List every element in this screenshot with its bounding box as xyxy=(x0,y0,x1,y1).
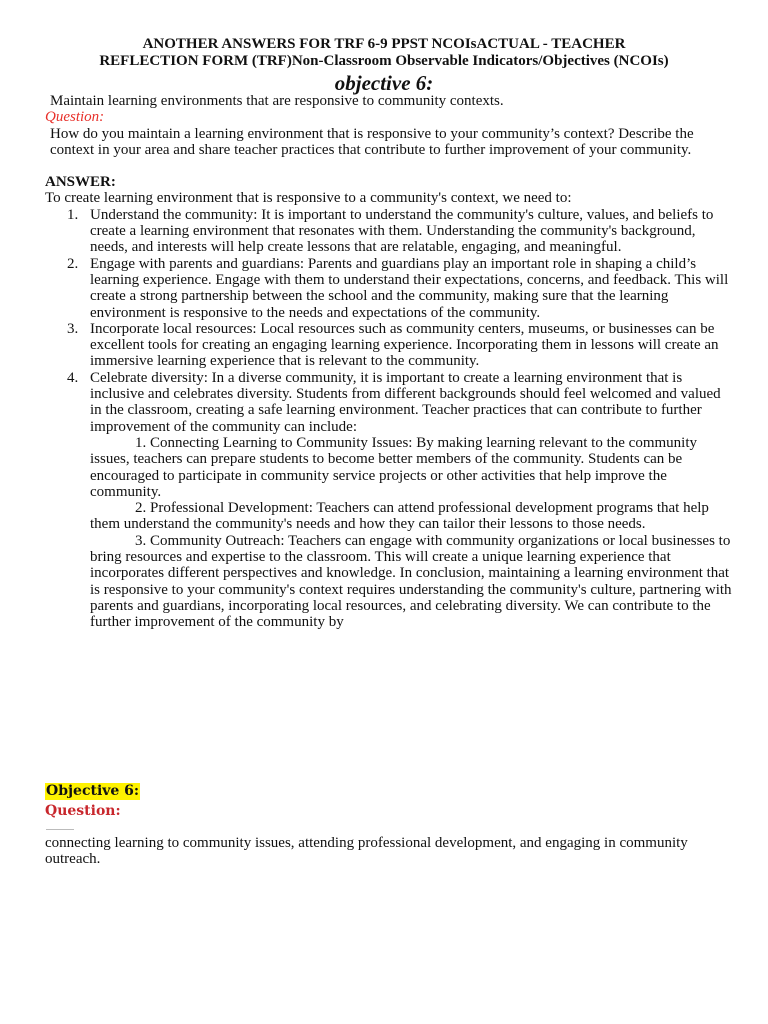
answer-item-number: 1. xyxy=(67,206,79,223)
question-label: Question: xyxy=(45,109,105,126)
objective-footer xyxy=(45,782,735,868)
answer-item-number: 2. xyxy=(67,255,79,272)
sub-point-1: 1. Connecting Learning to Community Issues: By making learning relevant to the community issues, teachers can prepare students to become better members of the community. Students can be encouraged to participate in community service projects or other activities that help improve the community. xyxy=(90,434,697,500)
objective-title: objective 6: xyxy=(334,71,434,95)
sub-point-2: 2. Professional Development: Teachers can attend professional development programs that help them understand the community's needs and how they can tailor their lessons to those needs. xyxy=(90,500,709,533)
answer-item-text: Incorporate local resources: Local resources such as community centers, museums, or businesses can be excellent tools for creating an engaging learning experience. Incorporating them in lessons will create an immersive learning experience that is relevant to the community. xyxy=(90,320,719,370)
answer-item-text: Understand the community: It is important to understand the community's culture, values, and beliefs to create a learning environment that resonates with them. Understanding the community's background, needs, and interests will help create lessons that are relatable, engaging, and meaningful. xyxy=(90,206,714,256)
question-tag: Question: xyxy=(45,803,121,819)
title-line-2: REFLECTION FORM (TRF)Non-Classroom Observable Indicators/Objectives (NCOIs) xyxy=(99,53,669,69)
closing-text: connecting learning to community issues, attending professional development, and engaging in community outreach. xyxy=(45,835,688,868)
sub-point-3: 3. Community Outreach: Teachers can engage with community organizations or local businesses to bring resources and expertise to the classroom. This will create a unique learning experience that incorporates different perspectives and knowledge. In conclusion, maintaining a learning environment that is responsive to your community's context requires understanding the community's culture, partnering with parents and guardians, incorporating local resources, and celebrating diversity. We can contribute to the further improvement of the community by xyxy=(90,532,732,631)
answer-list xyxy=(45,207,735,435)
document-body xyxy=(45,93,735,631)
objective-statement: Maintain learning environments that are responsive to community contexts. xyxy=(50,93,504,109)
answer-item-4 xyxy=(45,370,735,435)
answer-label: ANSWER: xyxy=(45,174,116,191)
title-line-1: ANOTHER ANSWERS FOR TRF 6-9 PPST NCOIsACTUAL - TEACHER xyxy=(142,36,626,52)
answer-item-text: Celebrate diversity: In a diverse community, it is important to create a learning environment that is inclusive and celebrates diversity. Students from different backgrounds should feel welcomed and valued in the classroom, creating a safe learning environment. Teacher practices that can contribute to further improvement of the community can include: xyxy=(90,369,721,435)
answer-item-1 xyxy=(45,207,735,256)
question-text: How do you maintain a learning environment that is responsive to your community’s context? Describe the context in your area and share teacher practices that contribute to further improvement of your community. xyxy=(50,125,694,158)
answer-item-number: 3. xyxy=(67,320,79,337)
objective-tag: Objective 6: xyxy=(46,783,140,799)
answer-item-number: 4. xyxy=(67,369,79,386)
divider xyxy=(46,829,74,830)
answer-item-text: Engage with parents and guardians: Parents and guardians play an important role in shaping a child’s learning experience. Engage with them to understand their expectations, concerns, and feedback. This will create a strong partnership between the school and the community, making sure that the learning environment is responsive to the needs and expectations of the community. xyxy=(90,255,729,321)
answer-item-3 xyxy=(45,321,735,370)
answer-item-2 xyxy=(45,256,735,321)
document-heading xyxy=(0,36,768,95)
answer-lead: To create learning environment that is responsive to a community's context, we need to: xyxy=(45,190,572,207)
